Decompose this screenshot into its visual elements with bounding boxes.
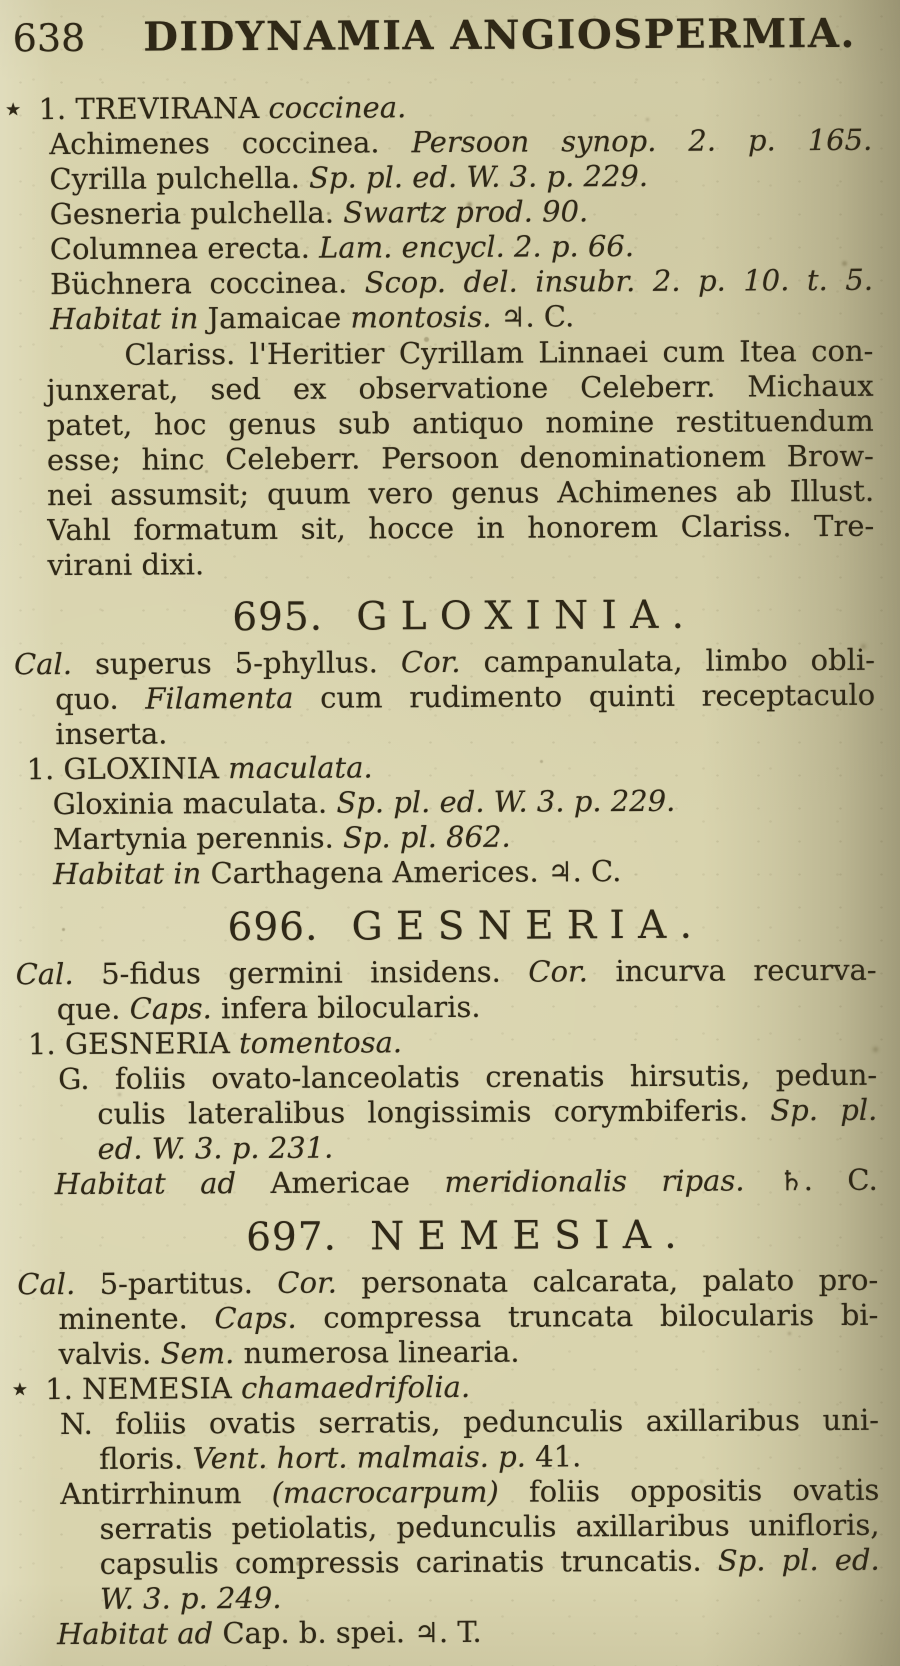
genus-description-line (0, 643, 875, 683)
synonym-line (0, 228, 873, 268)
text-segment: Büchnera coccinea. (49, 265, 365, 302)
text-segment: culis lateralibus longissimis corymbiferis. (97, 1093, 771, 1131)
text-segment: campanulata, limbo obli- (460, 642, 876, 679)
running-header: DIDYNAMIA ANGIOSPERMIA. (143, 9, 857, 61)
text-segment: Scop. del. insubr. 2. p. 10. t. 5. (364, 262, 874, 300)
text-segment: capsulis compressis carinatis truncatis. (99, 1543, 718, 1581)
text-segment: meridionalis ripas. (444, 1163, 780, 1200)
text-segment: Gloxinia maculata. (52, 785, 337, 822)
plant-duration-symbol: ♃ (414, 1617, 440, 1650)
note-line (0, 509, 874, 549)
plant-duration-symbol: ♄ (778, 1165, 804, 1198)
species-description-line (5, 1543, 880, 1583)
note-line (0, 544, 875, 584)
text-segment: quo. (55, 681, 146, 717)
text-segment: foliis oppositis ovatis (498, 1472, 880, 1509)
text-segment: Habitat in (53, 856, 202, 892)
text-segment: que. (56, 991, 130, 1027)
text-segment: Caps. (214, 1300, 297, 1336)
text-segment: Lam. encycl. 2. p. 66. (319, 229, 635, 265)
synonym-line (1, 818, 876, 858)
note-line (0, 439, 874, 479)
text-segment: esse; hinc Celeberr. Persoon denominationem Brow- (46, 438, 875, 478)
genus-description-line (0, 678, 875, 718)
text-segment: Sem. (160, 1336, 235, 1371)
text-segment: Persoon synop. 2. p. 165. (411, 122, 873, 160)
note-line (0, 369, 874, 409)
species-heading (2, 1023, 877, 1063)
genus-description-line (3, 1263, 878, 1303)
genus-heading (3, 1213, 878, 1262)
genus-description-line (0, 713, 875, 753)
text-segment: 5-partitus. (75, 1265, 278, 1302)
text-segment: Americae (235, 1165, 445, 1201)
note-line (0, 474, 874, 514)
text-segment: maculata. (228, 750, 373, 786)
text-segment: N. foliis ovatis serratis, pedunculis axillaribus uni- (59, 1402, 880, 1442)
text-segment: . C. (572, 854, 622, 889)
text-segment: . T. (438, 1614, 482, 1650)
species-heading (0, 748, 875, 788)
genus-name: GLOXINIA. (356, 592, 698, 640)
synonym-line (0, 123, 872, 163)
text-segment: Habitat in (50, 301, 199, 337)
text-segment: inserta. (55, 716, 168, 752)
text-segment: Habitat ad (54, 1166, 237, 1202)
species-description-line (5, 1578, 880, 1618)
plant-duration-symbol: ♃ (500, 301, 526, 334)
text-segment: compressa truncata bilocularis bi- (296, 1297, 879, 1335)
text-segment: patet, hoc genus sub antiquo nomine restituendum (46, 403, 874, 443)
plant-duration-symbol: ♃ (547, 856, 573, 889)
page-header (0, 0, 897, 76)
genus-description-line (2, 988, 877, 1028)
text-segment: Cal. (13, 647, 73, 682)
genus-description-line (2, 953, 877, 993)
text-segment: 1. TREVIRANA (29, 90, 269, 127)
text-segment: valvis. (58, 1336, 161, 1372)
text-segment: Gesneria pulchella. (49, 195, 344, 232)
note-line (0, 334, 873, 374)
genus-description-line (4, 1333, 879, 1373)
text-segment: coccinea. (268, 90, 407, 125)
text-column (0, 72, 900, 1654)
text-segment: Cap. b. spei. (213, 1615, 415, 1651)
text-segment: Cor. (528, 954, 588, 989)
text-segment: Martynia perennis. (52, 820, 344, 857)
text-segment: Filamenta (145, 680, 294, 716)
text-segment: incurva recurva- (587, 952, 877, 989)
page-number: 638 (12, 15, 86, 61)
genus-name: NEMESIA. (370, 1212, 691, 1260)
text-segment: superus 5-phyllus. (71, 645, 402, 682)
text-segment: Swartz prod. 90. (343, 194, 589, 230)
text-segment: Cal. (15, 957, 74, 992)
synonym-line (1, 783, 876, 823)
text-segment: Vahl formatum sit, hocce in honorem Clariss. Tre- (47, 508, 875, 548)
species-heading (0, 88, 872, 128)
text-segment: montosis. (350, 299, 501, 335)
text-segment: ed. W. 3. p. 231. (97, 1130, 334, 1166)
text-segment: tomentosa. (239, 1025, 403, 1061)
text-segment: 1. GLOXINIA (26, 751, 229, 787)
species-description-line (2, 1058, 877, 1098)
text-segment: Sp. pl. ed. W. 3. p. 229. (309, 159, 649, 195)
text-segment: Cal. (17, 1267, 76, 1302)
text-segment: virani dixi. (47, 547, 205, 583)
star-icon: ★ (5, 99, 30, 121)
text-segment: Caps. (129, 991, 212, 1026)
text-segment: . C. (803, 1162, 878, 1198)
habitat-line (5, 1613, 880, 1654)
genus-description-line (3, 1298, 878, 1338)
text-segment: infera bilocularis. (211, 989, 481, 1026)
star-icon: ★ (11, 1379, 37, 1401)
species-description-line (4, 1403, 879, 1443)
text-segment: (macrocarpum) (271, 1474, 499, 1511)
text-segment: 5-fidus germini insidens. (73, 954, 529, 992)
species-description-line (2, 1128, 877, 1168)
text-segment: Sp. pl. 862. (342, 819, 511, 855)
genus-number: 696. (227, 904, 319, 951)
text-segment: Achimenes coccinea. (49, 125, 412, 162)
text-segment: Cyrilla pulchella. (49, 160, 310, 197)
species-description-line (2, 1093, 877, 1133)
text-segment: junxerat, sed ex observatione Celeberr. Michaux (46, 368, 874, 408)
text-segment: Vent. hort. malmais. p. (192, 1439, 527, 1476)
text-segment: nei assumsit; quum vero genus Achimenes ab Illust. (47, 473, 875, 513)
text-segment: Clariss. l'Heritier Cyrillam Linnaei cum Itea con- (124, 333, 874, 372)
text-segment: G. foliis ovato-lanceolatis crenatis hirsutis, pedun- (58, 1057, 878, 1097)
text-segment: Jamaicae (198, 300, 351, 336)
text-segment: Columnea erecta. (49, 230, 320, 267)
text-segment: 1. GESNERIA (27, 1026, 240, 1062)
species-description-line (4, 1438, 879, 1478)
text-segment: Cor. (400, 644, 461, 680)
text-segment: floris. (99, 1441, 193, 1476)
text-segment: Cor. (277, 1265, 338, 1300)
synonym-line (0, 193, 873, 233)
text-segment: Sp. pl. ed. (717, 1542, 880, 1578)
text-segment: Habitat ad (57, 1616, 214, 1652)
habitat-line (0, 298, 873, 339)
text-segment: chamaedrifolia. (240, 1369, 471, 1406)
habitat-line (1, 853, 876, 894)
text-segment: 1. NEMESIA (35, 1371, 242, 1407)
genus-heading (1, 903, 876, 952)
text-segment: Sp. pl. (770, 1092, 878, 1128)
text-segment: numerosa linearia. (234, 1334, 520, 1371)
text-segment: Sp. pl. ed. W. 3. p. 229. (336, 783, 676, 820)
text-segment: Carthagena Americes. (201, 854, 548, 891)
synonym-line (0, 158, 873, 198)
habitat-line (3, 1163, 878, 1204)
genus-number: 695. (232, 594, 324, 641)
text-segment: personata calcarata, palato pro- (336, 1262, 879, 1300)
species-description-line (4, 1508, 879, 1548)
synonym-line (0, 263, 873, 303)
species-description-line (4, 1473, 879, 1513)
text-segment: Antirrhinum (60, 1476, 272, 1512)
text-segment: serratis petiolatis, pedunculis axillaribus unifloris, (99, 1507, 880, 1546)
text-segment: . C. (525, 299, 575, 334)
genus-name: GESNERIA. (351, 902, 706, 950)
genus-number: 697. (246, 1214, 338, 1261)
genus-heading (0, 593, 875, 642)
text-segment: minente. (58, 1301, 215, 1337)
text-segment: 41. (525, 1439, 582, 1474)
text-segment: cum rudimento quinti receptaculo (293, 677, 876, 715)
note-line (0, 404, 874, 444)
species-heading (4, 1368, 879, 1408)
text-segment: W. 3. p. 249. (99, 1580, 282, 1616)
